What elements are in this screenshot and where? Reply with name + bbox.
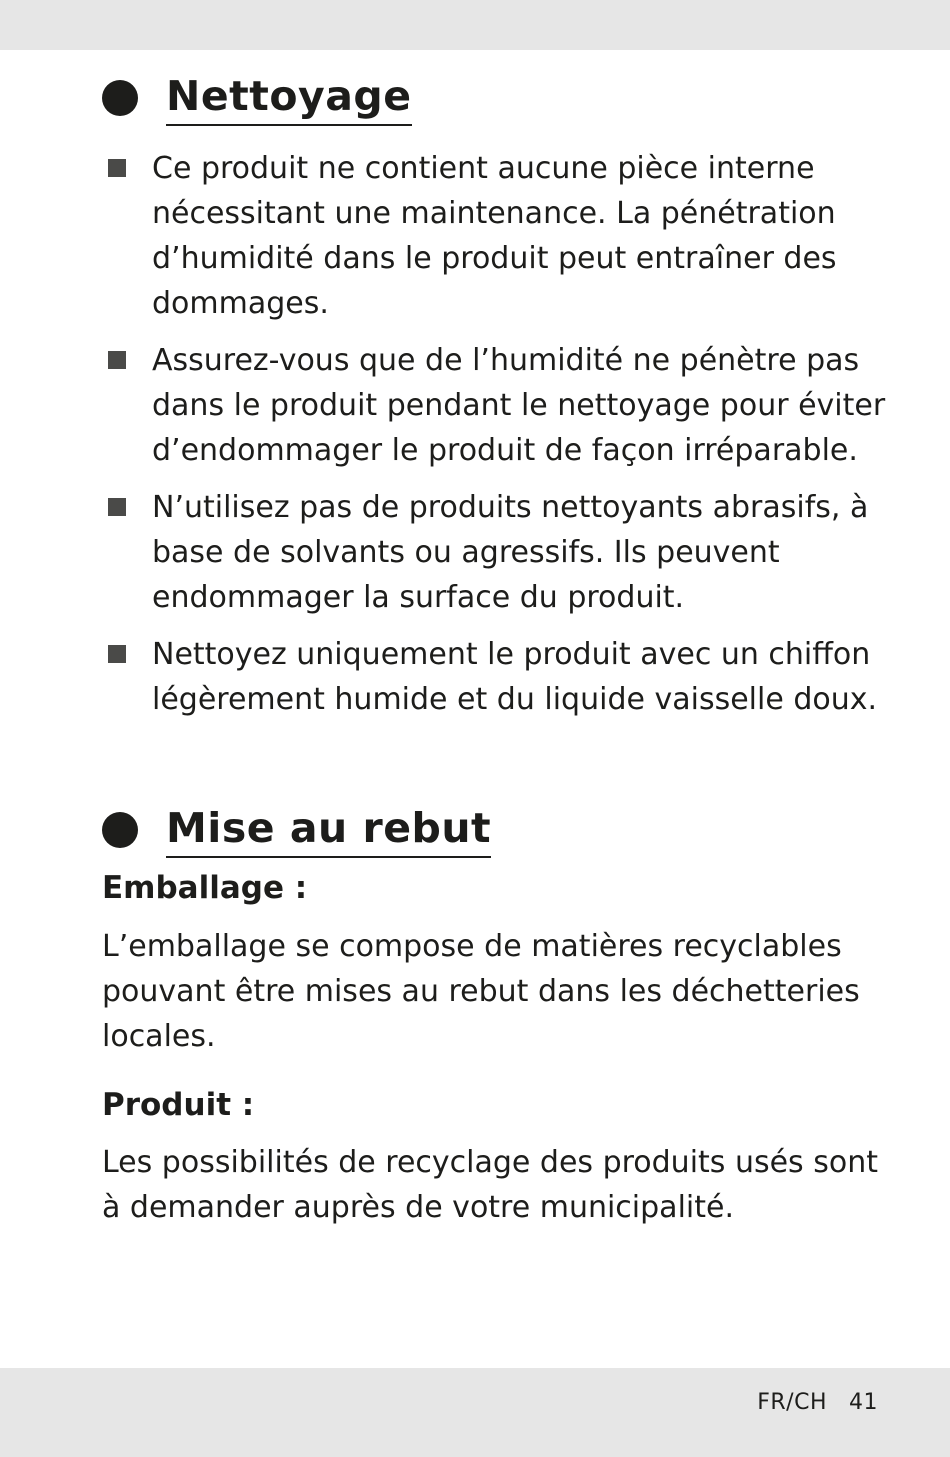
list-item-text: Nettoyez uniquement le produit avec un chiffon légèrement humide et du liquide vaisselle doux.: [152, 637, 878, 717]
list-item-text: Assurez-vous que de l’humidité ne pénètre pas dans le produit pendant le nettoyage pour éviter d’endommager le produit de façon irréparable.: [152, 343, 886, 468]
filled-circle-bullet-icon: [102, 80, 138, 116]
section-title: Mise au rebut: [166, 802, 491, 858]
packaging-subheading: Emballage :: [102, 870, 308, 906]
list-item: [106, 146, 896, 326]
page-number: 41: [849, 1390, 878, 1415]
square-bullet-icon: [108, 498, 126, 516]
list-item: [106, 338, 896, 473]
packaging-paragraph: L’emballage se compose de matières recyclables pouvant être mises au rebut dans les déchetteries locales.: [102, 929, 860, 1054]
filled-circle-bullet-icon: [102, 812, 138, 848]
section-title: Nettoyage: [166, 70, 412, 126]
list-item-text: Ce produit ne contient aucune pièce interne nécessitant une maintenance. La pénétration d’humidité dans le produit peut entraîner des dommages.: [152, 151, 837, 321]
list-item-text: N’utilisez pas de produits nettoyants abrasifs, à base de solvants ou agressifs. Ils peuvent endommager la surface du produit.: [152, 490, 869, 615]
square-bullet-icon: [108, 645, 126, 663]
footer-region: FR/CH: [757, 1390, 827, 1415]
list-item: [106, 632, 896, 722]
product-paragraph: Les possibilités de recyclage des produits usés sont à demander auprès de votre municipalité.: [102, 1145, 878, 1225]
square-bullet-icon: [108, 159, 126, 177]
top-margin-band: [0, 0, 950, 50]
list-item: [106, 485, 896, 620]
page-footer: [757, 1390, 878, 1415]
product-subheading: Produit :: [102, 1087, 255, 1123]
square-bullet-icon: [108, 351, 126, 369]
cleaning-instructions-list: [106, 146, 896, 734]
